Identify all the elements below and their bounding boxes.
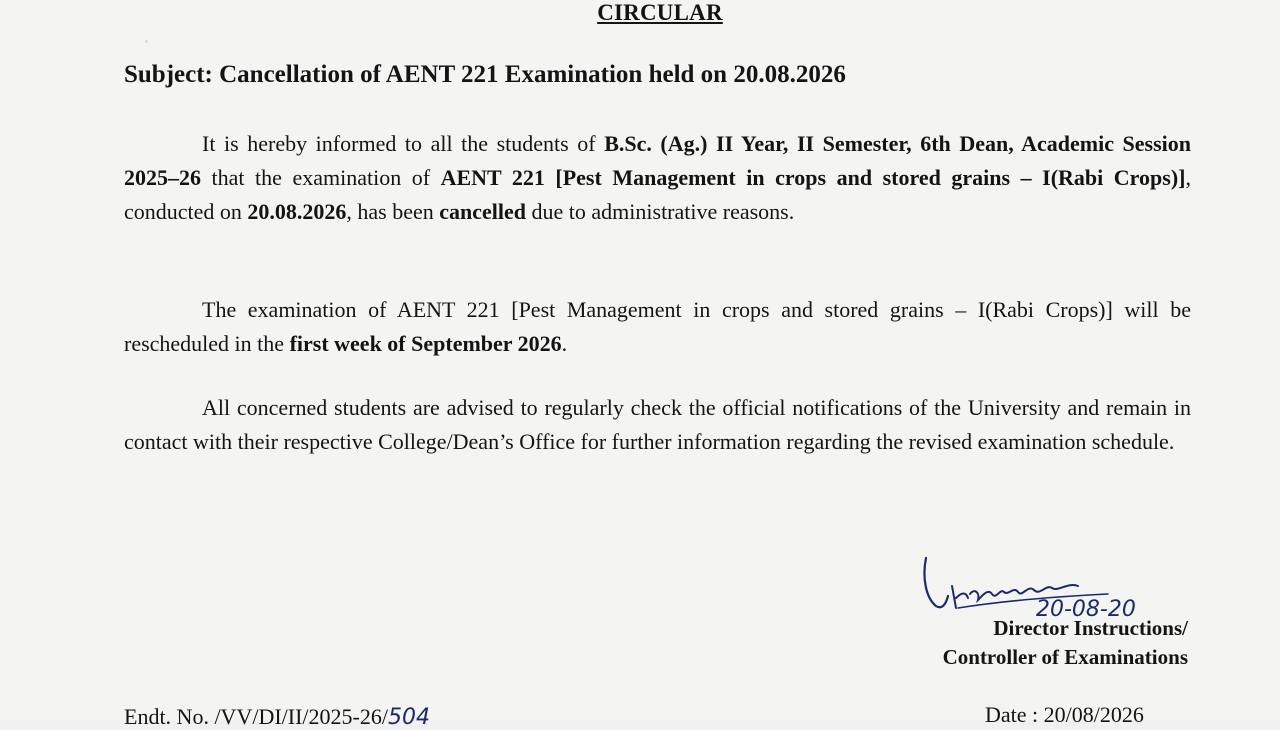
endorsement-number [124,704,430,730]
p1-bold-subject: AENT 221 [Pest Management in crops and stored grains – I(Rabi Crops)] [440,165,1186,190]
paragraph-cancellation-notice [124,127,1191,229]
signatory-title-line2: Controller of Examinations [942,645,1188,669]
endorsement-date: Date : 20/08/2026 [985,702,1144,727]
handwritten-signature-date: 20-08-20 [1036,597,1136,622]
p1-bold-cancelled: cancelled [439,199,527,224]
endorsement-handwritten-number: 504 [387,705,430,730]
paragraph-reschedule [124,293,1191,361]
paper-speck [145,40,148,43]
p1-text-4: , has been [346,199,440,224]
paragraph-advisory: All concerned students are advised to regularly check the official notifications of the University and remain in contact with their respective College/Dean’s Office for further information regarding the revised examination schedule. [124,395,1191,454]
p2-text-1: The examination of AENT 221 [Pest Management in crops and stored grains – I(Rabi Crops)] will be rescheduled in the [124,297,1191,356]
circular-heading: CIRCULAR [597,0,723,25]
subject-line: Subject: Cancellation of AENT 221 Examination held on 20.08.2026 [124,61,846,88]
signatory-title-line1: Director Instructions/ [993,616,1188,640]
p1-text-5: due to administrative reasons. [526,199,795,224]
p2-text-2: . [561,331,568,356]
p2-bold-schedule: first week of September 2026 [289,331,562,356]
endorsement-prefix: Endt. No. /VV/DI/II/2025-26/ [124,704,388,729]
p1-bold-date: 20.08.2026 [247,199,347,224]
p1-text-1: It is hereby informed to all the students of [202,131,605,156]
p1-text-2: that the examination of [201,165,441,190]
p1-bold-course: B.Sc. (Ag.) II Year, II Semester, 6th Dean, Academic Session 2025–26 [124,131,1191,190]
p1-text-3: , conducted on [124,165,1191,224]
